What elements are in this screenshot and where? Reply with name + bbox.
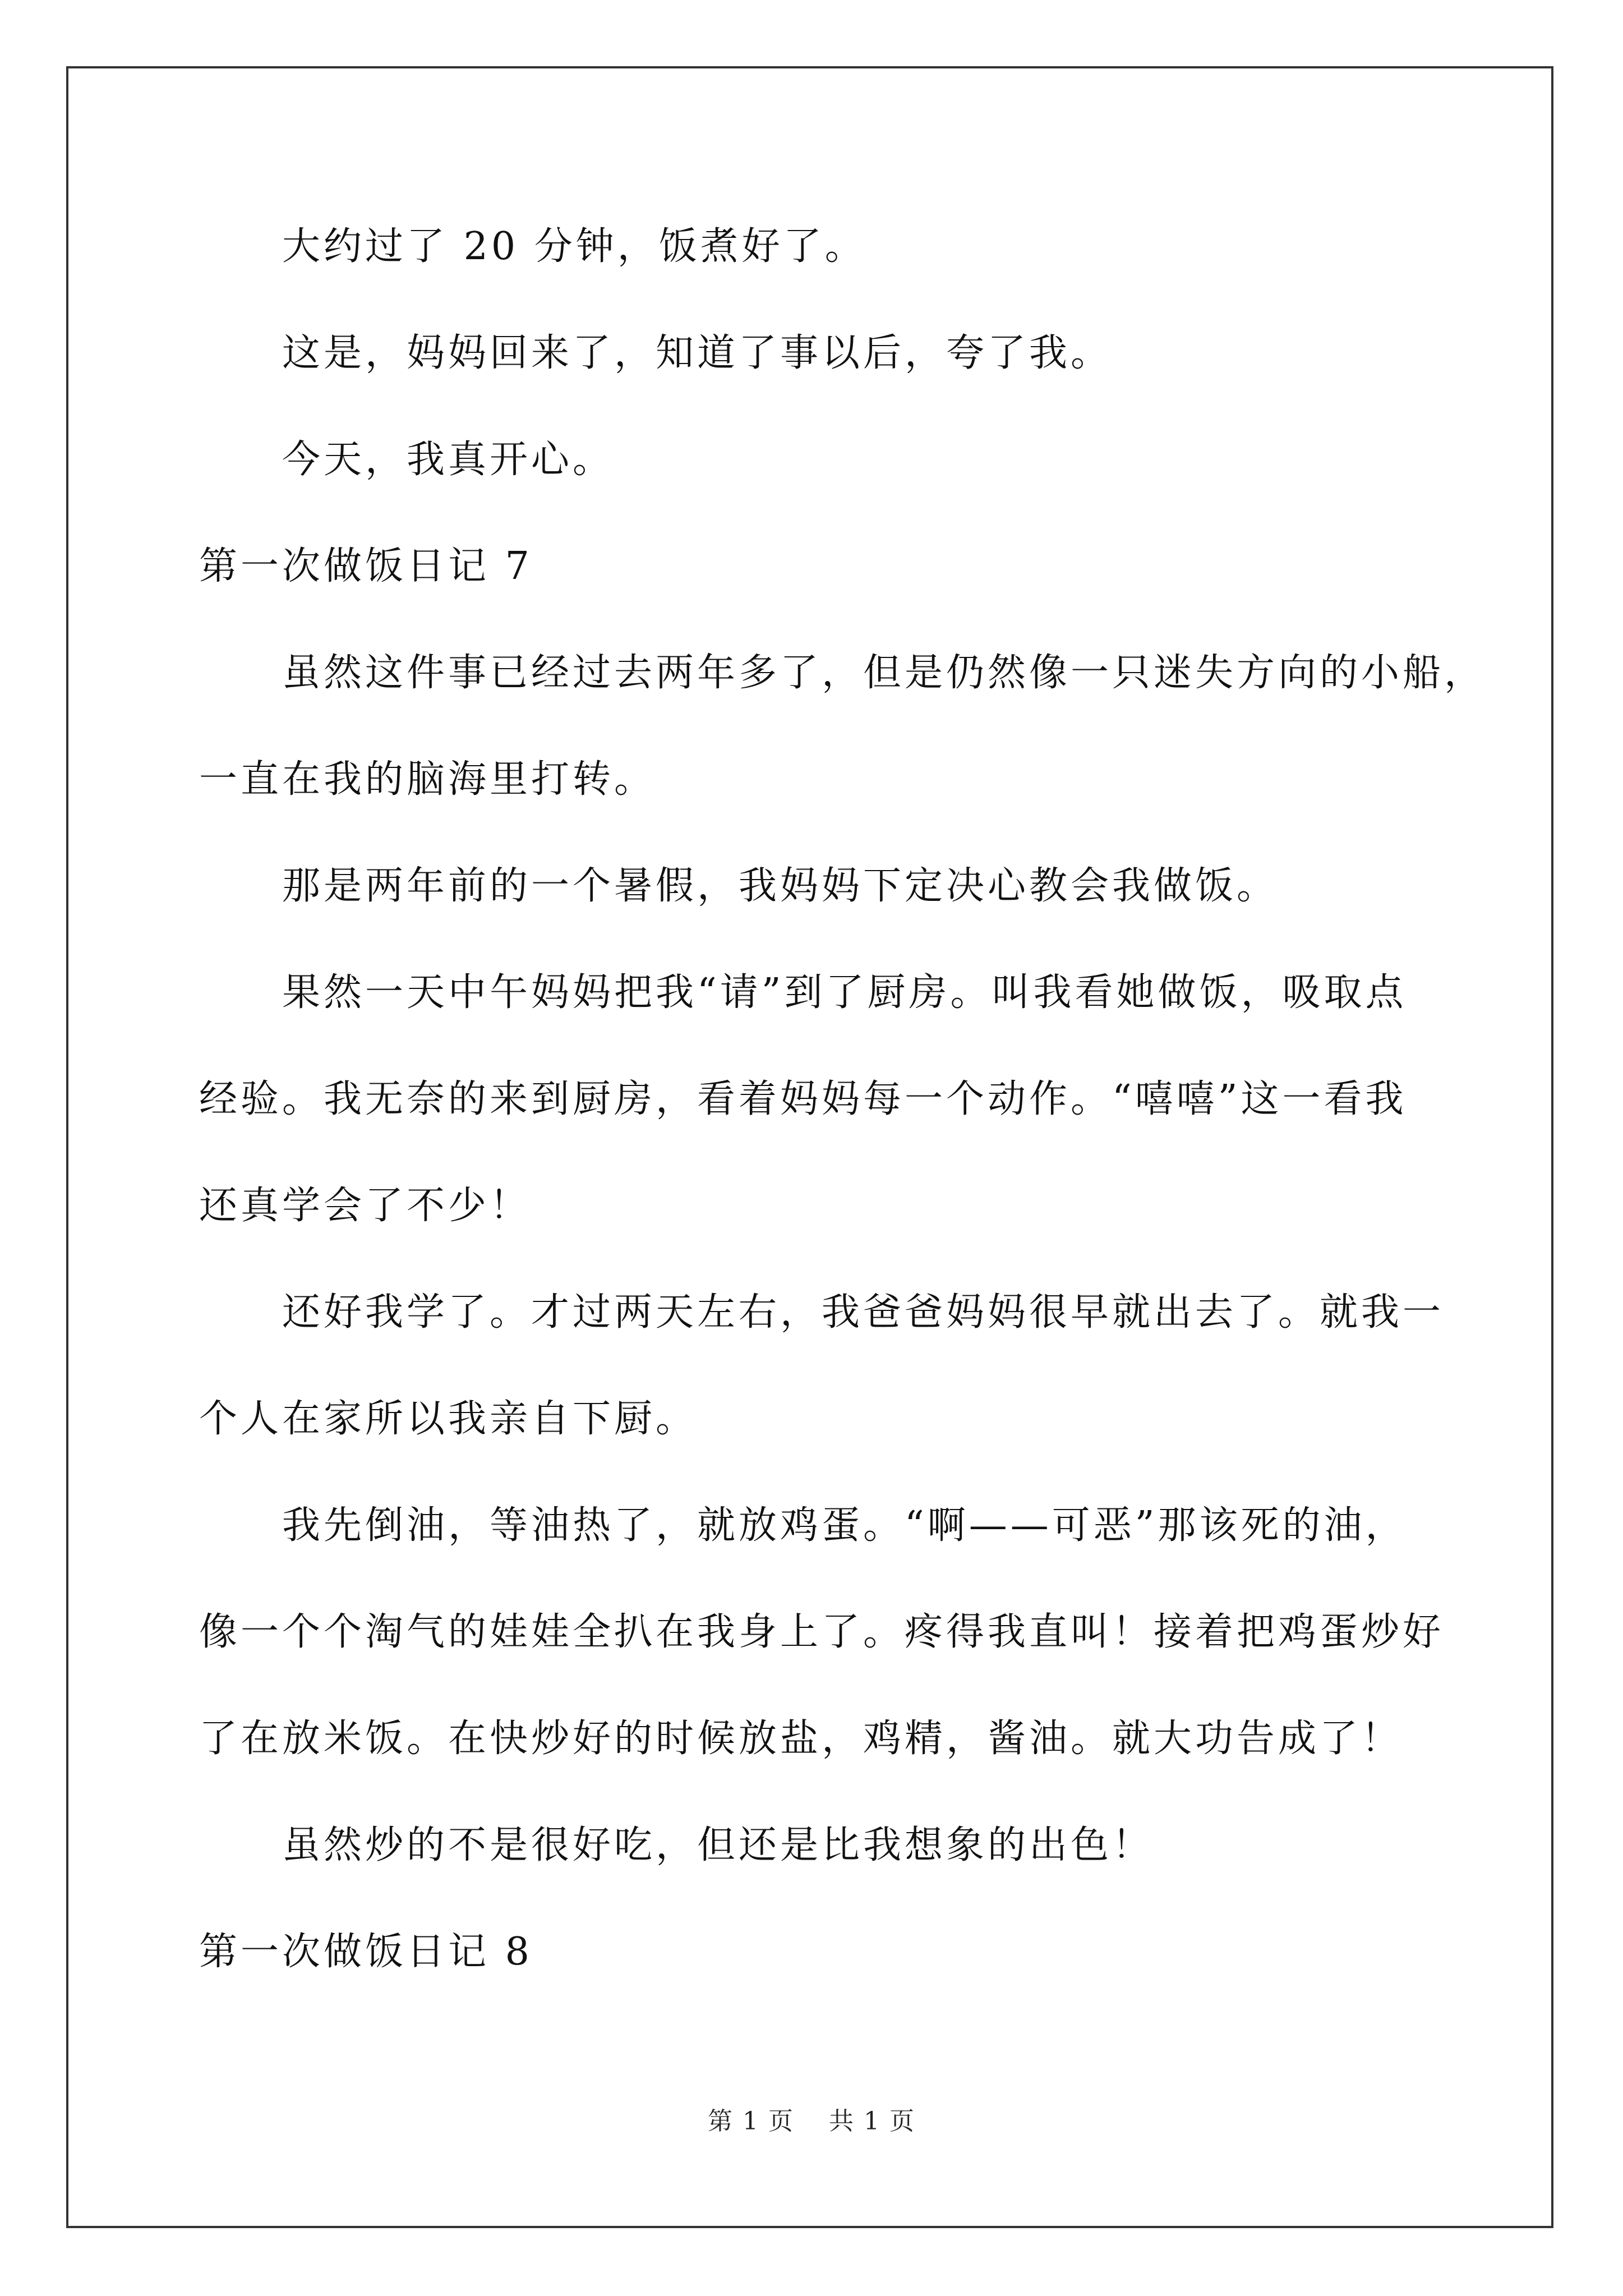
page-number: 第 1 页 [708, 2107, 794, 2136]
paragraph-line: 今天，我真开心。 [282, 438, 615, 482]
paragraph-line: 个人在家所以我亲自下厨。 [199, 1397, 698, 1441]
paragraph-line: 虽然这件事已经过去两年多了，但是仍然像一只迷失方向的小船， [282, 651, 1486, 695]
paragraph-line: 大约过了 20 分钟，饭煮好了。 [282, 224, 866, 269]
paragraph-line: 还好我学了。才过两天左右，我爸爸妈妈很早就出去了。就我一 [282, 1290, 1445, 1335]
paragraph-line: 像一个个淘气的娃娃全扒在我身上了。疼得我直叫！接着把鸡蛋炒好 [199, 1610, 1445, 1654]
paragraph-line: 经验。我无奈的来到厨房，看着妈妈每一个动作。“嘻嘻”这一看我 [199, 1077, 1407, 1121]
page-footer [0, 2105, 1623, 2138]
page-border [66, 66, 1553, 2228]
paragraph-line: 那是两年前的一个暑假，我妈妈下定决心教会我做饭。 [282, 864, 1279, 908]
section-heading: 第一次做饭日记 8 [199, 1930, 533, 1974]
paragraph-line: 了在放米饭。在快炒好的时候放盐，鸡精，酱油。就大功告成了！ [199, 1717, 1403, 1761]
page-total: 共 1 页 [829, 2107, 915, 2136]
paragraph-line: 还真学会了不少！ [199, 1184, 532, 1228]
paragraph-line: 我先倒油，等油热了，就放鸡蛋。“啊——可恶”那该死的油， [282, 1503, 1407, 1548]
paragraph-line: 虽然炒的不是很好吃，但还是比我想象的出色！ [282, 1823, 1154, 1867]
paragraph-line: 果然一天中午妈妈把我“请”到了厨房。叫我看她做饭，吸取点 [282, 970, 1407, 1015]
section-heading: 第一次做饭日记 7 [199, 544, 533, 588]
paragraph-line: 这是，妈妈回来了，知道了事以后，夸了我。 [282, 331, 1113, 375]
paragraph-line: 一直在我的脑海里打转。 [199, 757, 656, 802]
